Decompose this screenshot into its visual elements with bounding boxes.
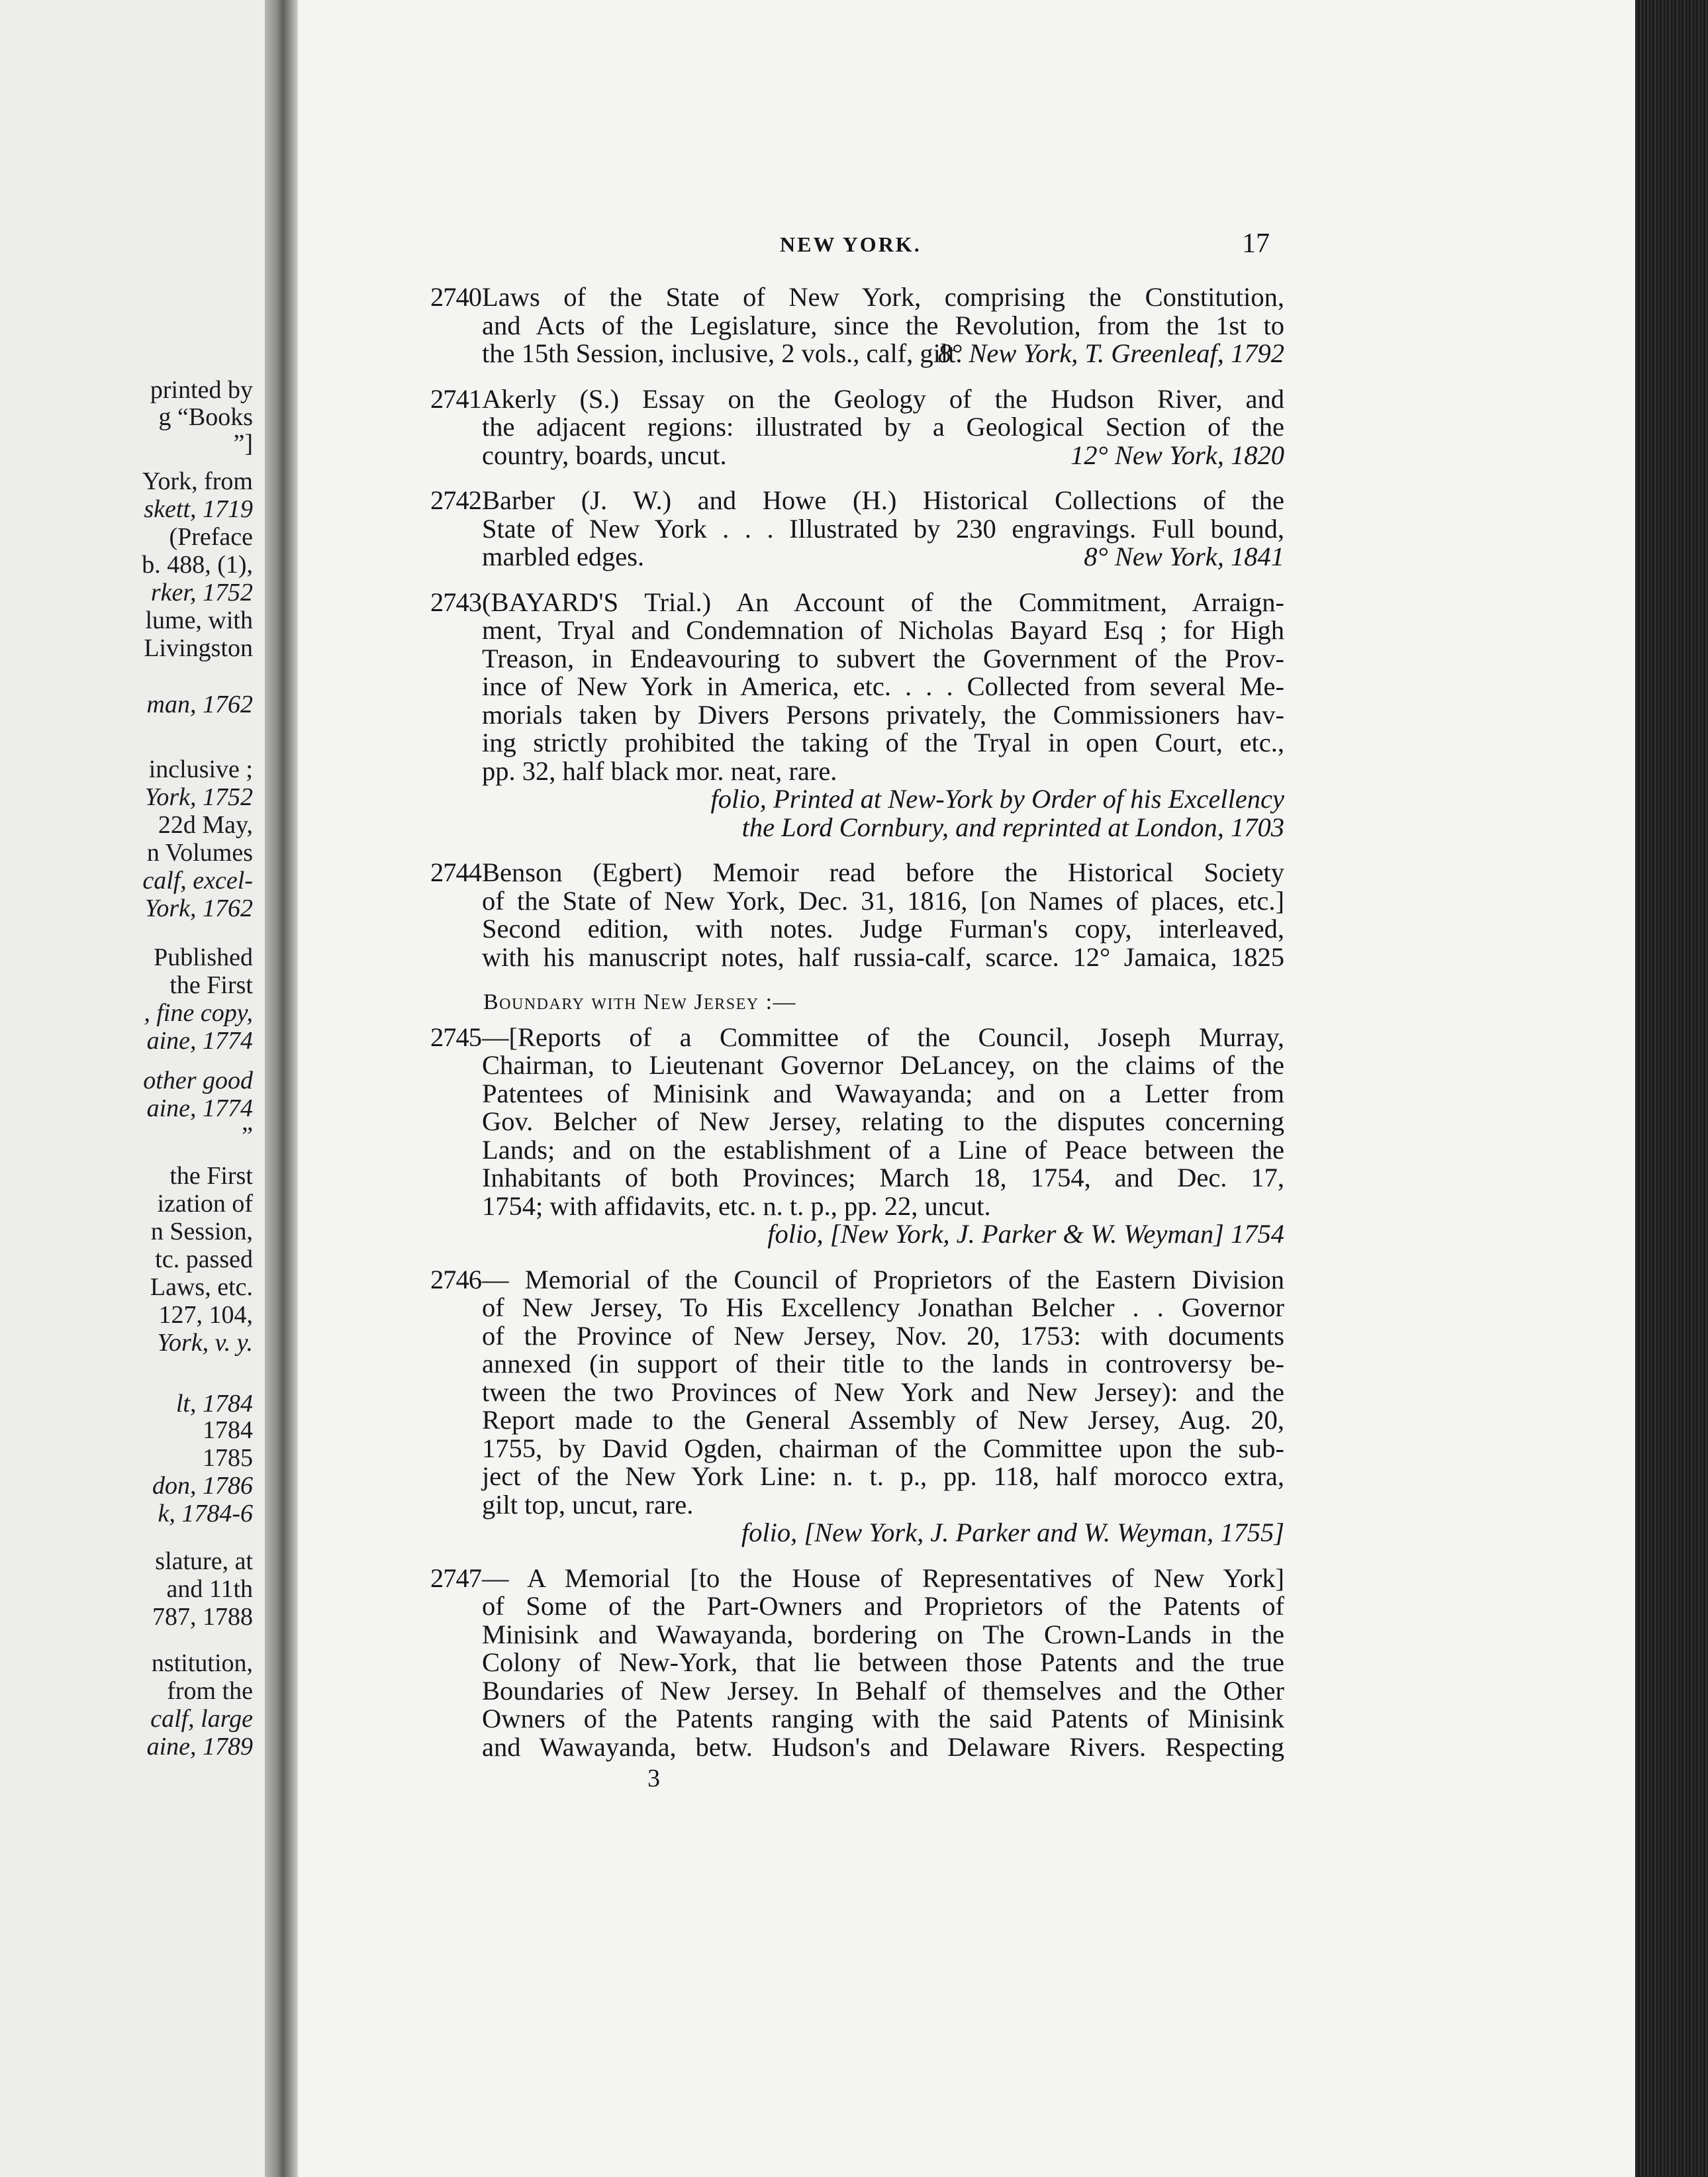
entry-text-line: Chairman, to Lieutenant Governor DeLancey, on the claims of the [482,1050,1284,1080]
left-page-fragment: lt, 1784 [175,1390,253,1418]
entry-text-line: — Memorial of the Council of Proprietors of the Eastern Division [482,1264,1284,1294]
entry-text-line: tween the two Provinces of New York and New Jersey): and the [482,1377,1284,1407]
entry-text-line: country, boards, uncut. [482,440,727,470]
left-page-fragment: York, v. y. [157,1329,253,1357]
left-page-fragment: Published [154,943,253,971]
left-page-fragment: nstitution, [151,1649,253,1677]
left-page-fragment: the First [169,971,253,999]
left-page-fragment: York, from [142,467,253,495]
left-page-fragment: (Preface [169,523,253,551]
entry-text-line: Owners of the Patents ranging with the said Patents of Minisink [482,1704,1284,1733]
left-page-fragment: 787, 1788 [152,1603,253,1631]
catalogue-entry [430,385,1284,470]
entry-text-line: and Wawayanda, betw. Hudson's and Delaware Rivers. Respecting [482,1731,1284,1762]
left-page-fragment: lume, with [145,606,253,634]
entry-text-line: Inhabitants of both Provinces; March 18, 1754, and Dec. 17, [482,1163,1284,1192]
imprint-line: the Lord Cornbury, and reprinted at London, 1703 [741,812,1284,842]
entry-text-line: Colony of New-York, that lie between those Patents and the true [482,1647,1284,1677]
left-page-fragment: York, 1762 [144,895,253,922]
book-gutter [265,0,298,2177]
entry-text-line: of the State of New York, Dec. 31, 1816, [on Names of places, etc.] [482,885,1284,916]
left-page-fragment: b. 488, (1), [142,551,253,579]
entry-text-line: — A Memorial [to the House of Representatives of New York] [482,1563,1284,1593]
left-page-fragment: k, 1784-6 [158,1500,253,1527]
catalogue-entry [430,487,1284,571]
entry-text-line: Patentees of Minisink and Wawayanda; and on a Letter from [482,1078,1284,1108]
lot-number: 2747 [430,1563,481,1593]
catalogue-entry [430,1565,1284,1762]
left-page-fragment: the First [169,1162,253,1190]
entry-text-line: State of New York . . . Illustrated by 230 engravings. Full bound, [482,513,1284,544]
catalogue-entry [430,1266,1284,1547]
entry-text-line: Boundaries of New Jersey. In Behalf of themselves and the Other [482,1675,1284,1706]
imprint-line: 8° New York, T. Greenleaf, 1792 [937,338,1284,368]
left-page-fragment: rker, 1752 [150,579,253,606]
entry-text-line: of New Jersey, To His Excellency Jonathan Belcher . . Governor [482,1292,1284,1322]
left-page-fragment: don, 1786 [152,1472,253,1500]
left-page-fragment: n Volumes [146,839,253,867]
left-page-fragment: skett, 1719 [144,495,253,523]
entry-text-line: Treason, in Endeavouring to subvert the Government of the Prov- [482,643,1284,673]
entry-text-line: ing strictly prohibited the taking of the Tryal in open Court, etc., [482,728,1284,757]
entry-text-line: 1755, by David Ogden, chairman of the Committee upon the sub- [482,1433,1284,1463]
left-page-fragment: printed by [150,376,253,404]
left-page-fragment: and 11th [166,1575,253,1603]
entry-text-line: —[Reports of a Committee of the Council, Joseph Murray, [482,1022,1284,1052]
imprint-line: 8° New York, 1841 [1084,542,1284,571]
left-page-fragment: 1784 [203,1416,253,1444]
entry-text-line: Gov. Belcher of New Jersey, relating to the disputes concerning [482,1106,1284,1136]
lot-number: 2745 [430,1022,481,1052]
left-page-fragment: aine, 1774 [146,1027,253,1055]
entry-text-line: and Acts of the Legislature, since the Revolution, from the 1st to [482,310,1284,340]
left-page-fragment: slature, at [155,1547,253,1575]
entry-text-line: ince of New York in America, etc. . . . Collected from several Me- [482,671,1284,701]
entry-text-line: 1754; with affidavits, etc. n. t. p., pp. 22, uncut. [482,1190,991,1221]
entry-text-line: the 15th Session, inclusive, 2 vols., calf, gilt. [482,338,963,368]
imprint-line: folio, Printed at New-York by Order of his Excellency [710,784,1284,814]
imprint-line: folio, [New York, J. Parker and W. Weyman, 1755] [741,1518,1284,1547]
entry-text-line: gilt top, uncut, rare. [482,1489,694,1520]
entry-text-line: Second edition, with notes. Judge Furman's copy, interleaved, [482,914,1284,943]
left-page-fragment: g “Books [158,403,253,431]
imprint-line: 12° New York, 1820 [1070,440,1284,470]
left-page-fragment: York, 1752 [144,783,253,811]
entry-text-line: Akerly (S.) Essay on the Geology of the Hudson River, and [482,383,1284,414]
section-heading: Boundary with New Jersey :— [483,990,797,1014]
signature-mark: 3 [647,1765,660,1792]
left-page-fragment: ization of [157,1190,253,1218]
entry-text-line: Minisink and Wawayanda, bordering on The Crown-Lands in the [482,1619,1284,1649]
running-head: NEW YORK. [780,232,922,256]
left-page-fragment: 22d May, [158,811,253,839]
entry-text-line: Report made to the General Assembly of New Jersey, Aug. 20, [482,1405,1284,1435]
lot-number: 2744 [430,857,481,887]
left-page-fragment: aine, 1789 [146,1733,253,1761]
left-page-fragment: other good [143,1067,253,1094]
lot-number: 2743 [430,587,481,617]
left-page-fragment: ” [242,1122,253,1150]
page-edge [1635,0,1708,2177]
entry-text-line: ject of the New York Line: n. t. p., pp. 118, half morocco extra, [482,1461,1284,1491]
entry-text-line: with his manuscript notes, half russia-calf, scarce. 12° Jamaica, 1825 [482,942,1284,972]
left-page-fragment: n Session, [150,1218,253,1245]
entry-text-line: of the Province of New Jersey, Nov. 20, 1753: with documents [482,1320,1284,1351]
catalogue-entry [430,1024,1284,1249]
left-page-fragment: Laws, etc. [150,1273,253,1301]
entry-text-line: Benson (Egbert) Memoir read before the Historical Society [482,857,1284,887]
catalogue-entries [430,283,1284,1778]
catalogue-entry [430,589,1284,842]
left-page-fragment: ”] [233,430,253,458]
left-page [0,0,265,2177]
lot-number: 2742 [430,485,481,515]
lot-number: 2741 [430,383,481,414]
lot-number: 2740 [430,282,481,312]
left-page-fragment: from the [167,1677,253,1705]
lot-number: 2746 [430,1264,481,1294]
left-page-fragment: calf, large [150,1705,253,1733]
entry-text-line: ment, Tryal and Condemnation of Nicholas Bayard Esq ; for High [482,615,1284,645]
entry-text-line: Barber (J. W.) and Howe (H.) Historical Collections of the [482,485,1284,515]
entry-text-line: Laws of the State of New York, comprising the Constitution, [482,282,1284,312]
left-page-fragment: inclusive ; [148,755,253,783]
entry-text-line: the adjacent regions: illustrated by a Geological Section of the [482,412,1284,442]
left-page-fragment: calf, excel- [142,867,253,895]
left-page-fragment: 127, 104, [158,1301,253,1329]
left-page-fragment: 1785 [203,1444,253,1472]
left-page-fragment: man, 1762 [146,691,253,718]
left-page-fragment: Livingston [144,634,253,662]
page-number: 17 [1242,228,1270,259]
left-page-fragment: aine, 1774 [146,1094,253,1122]
catalogue-entry [430,859,1284,971]
left-page-fragment: tc. passed [155,1245,253,1273]
entry-text-line: marbled edges. [482,542,645,571]
left-page-fragment: , fine copy, [144,999,253,1027]
entry-text-line: pp. 32, half black mor. neat, rare. [482,755,837,786]
entry-text-line: annexed (in support of their title to the lands in controversy be- [482,1349,1284,1379]
entry-text-line: (BAYARD'S Trial.) An Account of the Commitment, Arraign- [482,587,1284,617]
entry-text-line: of Some of the Part-Owners and Proprietors of the Patents of [482,1591,1284,1621]
catalogue-entry [430,283,1284,368]
entry-text-line: morials taken by Divers Persons privately, the Commissioners hav- [482,699,1284,730]
imprint-line: folio, [New York, J. Parker & W. Weyman] 1754 [767,1219,1284,1249]
entry-text-line: Lands; and on the establishment of a Line of Peace between the [482,1134,1284,1165]
